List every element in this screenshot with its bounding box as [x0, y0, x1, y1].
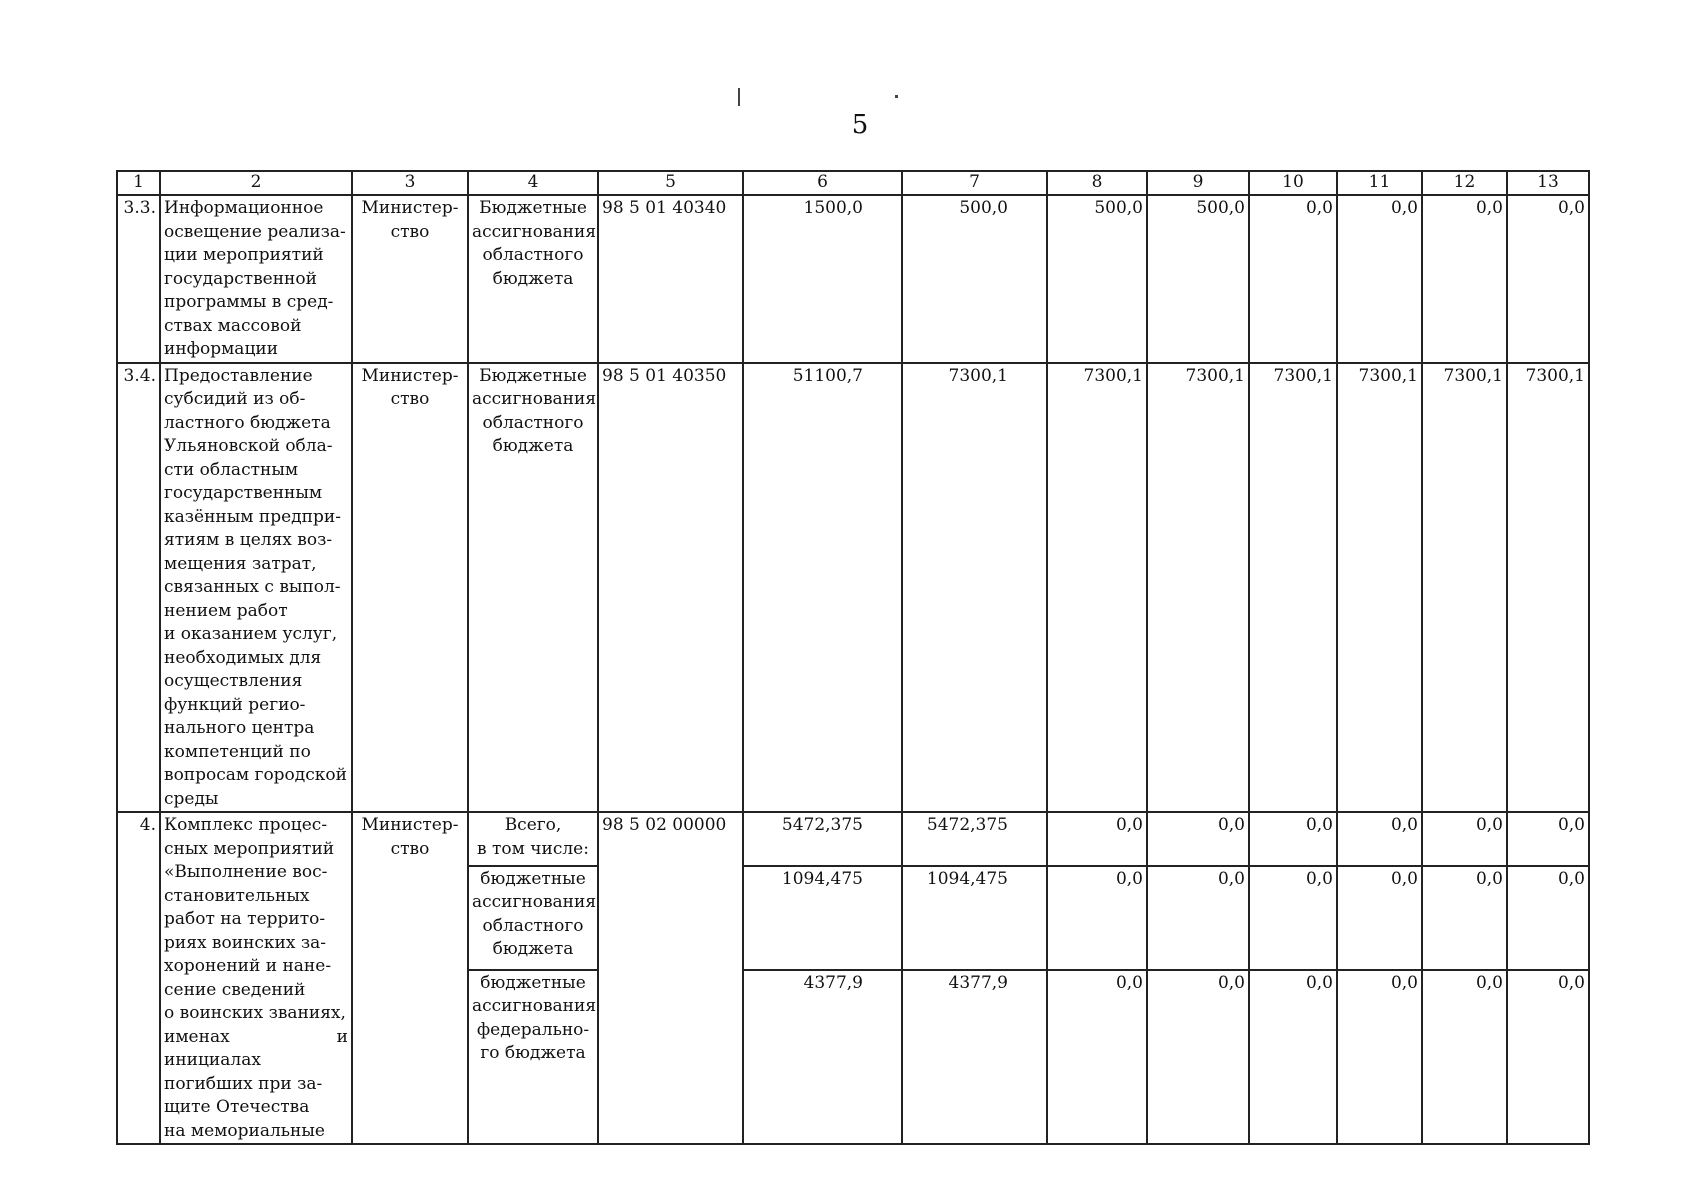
value-cell: 0,0 — [1507, 970, 1589, 1144]
header-row — [117, 171, 1589, 195]
column-header: 6 — [743, 171, 902, 195]
activity-name-line: о воинских званиях, — [164, 1003, 346, 1023]
funding-source-line: Бюджетные — [479, 198, 587, 218]
activity-name-line: «Выполнение вос- — [164, 862, 328, 882]
value-cell: 0,0 — [1249, 195, 1337, 363]
value-cell: 0,0 — [1507, 812, 1589, 866]
activity-name-line: работ на террито- — [164, 909, 326, 929]
activity-name-line: сение сведений — [164, 979, 306, 1000]
executor-line: ство — [390, 221, 430, 242]
activity-name-line: сных мероприятий — [164, 838, 335, 859]
activity-name-line: вопросам городской — [164, 765, 347, 785]
value-cell: 0,0 — [1422, 970, 1507, 1144]
funding-source-line: бюджета — [492, 436, 574, 456]
value-cell: 0,0 — [1249, 866, 1337, 970]
activity-name-line: государственным — [164, 483, 323, 503]
value-cell: 7300,1 — [1047, 363, 1147, 813]
value-cell: 0,0 — [1047, 866, 1147, 970]
activity-name-line: необходимых для — [164, 647, 322, 668]
table-row — [117, 812, 1589, 866]
activity-name-line: нением работ — [164, 600, 288, 621]
value-cell: 5472,375 — [902, 812, 1047, 866]
funding-source-line: ассигнования — [472, 221, 597, 242]
value-cell: 0,0 — [1422, 866, 1507, 970]
activity-name-line: хоронений и нане- — [164, 956, 332, 976]
activity-name-line: компетенций по — [164, 741, 311, 762]
activity-name-line: погибших при за- — [164, 1073, 323, 1094]
activity-name-line: казённым предпри- — [164, 506, 341, 527]
funding-source-line: областного — [482, 412, 584, 433]
funding-source-line: областного — [482, 245, 584, 265]
activity-name-line: мещения затрат, — [164, 553, 317, 574]
funding-source-line: бюджетные — [480, 868, 586, 889]
funding-source-line: бюджета — [492, 268, 574, 289]
budget-table — [116, 170, 1590, 1145]
activity-name-line: риях воинских за- — [164, 932, 327, 953]
value-cell: 7300,1 — [1507, 363, 1589, 813]
value-cell: 0,0 — [1147, 970, 1249, 1144]
activity-name-line: щите Отечества — [164, 1097, 310, 1117]
activity-name-line: сти областным — [164, 459, 299, 480]
activity-name-line: государственной — [164, 268, 317, 289]
activity-name-line: функций регио- — [164, 694, 306, 715]
funding-source-line: ассигнования — [472, 389, 597, 409]
activity-name-line: нального центра — [164, 718, 315, 738]
value-cell: 5472,375 — [743, 812, 902, 866]
activity-name-line: связанных с выпол- — [164, 577, 341, 597]
value-cell: 0,0 — [1147, 866, 1249, 970]
funding-source — [468, 866, 598, 970]
value-cell: 0,0 — [1507, 195, 1589, 363]
column-header: 1 — [117, 171, 160, 195]
row-number: 4. — [117, 812, 160, 1144]
column-header: 9 — [1147, 171, 1249, 195]
column-header: 2 — [160, 171, 352, 195]
activity-name-line: на мемориальные — [164, 1120, 325, 1141]
value-cell: 0,0 — [1047, 970, 1147, 1144]
funding-source-line: Всего, — [504, 815, 562, 835]
activity-name-line: Информационное — [164, 198, 324, 218]
activity-name-line: именах и инициалах — [164, 1026, 348, 1070]
executor — [352, 812, 468, 1144]
budget-code: 98 5 01 40340 — [598, 195, 743, 363]
column-header: 8 — [1047, 171, 1147, 195]
funding-source-line: в том числе: — [477, 838, 589, 859]
funding-source-line: областного — [482, 915, 584, 936]
funding-source-line: ассигнования — [472, 996, 597, 1017]
value-cell: 0,0 — [1422, 195, 1507, 363]
column-header: 3 — [352, 171, 468, 195]
value-cell: 4377,9 — [902, 970, 1047, 1144]
value-cell: 4377,9 — [743, 970, 902, 1144]
funding-source-line: федерально- — [476, 1019, 590, 1040]
value-cell: 0,0 — [1422, 812, 1507, 866]
funding-source-line: го бюджета — [480, 1043, 586, 1064]
column-header: 5 — [598, 171, 743, 195]
funding-source — [468, 363, 598, 813]
executor — [352, 195, 468, 363]
value-cell: 500,0 — [1147, 195, 1249, 363]
column-header: 4 — [468, 171, 598, 195]
activity-name-line: освещение реализа- — [164, 221, 346, 242]
value-cell: 1500,0 — [743, 195, 902, 363]
activity-name-line: среды — [164, 788, 219, 809]
column-header: 11 — [1337, 171, 1422, 195]
funding-source — [468, 970, 598, 1144]
activity-name-line: и оказанием услуг, — [164, 624, 338, 644]
row-number: 3.3. — [117, 195, 160, 363]
executor-line: Министер- — [361, 198, 459, 218]
value-cell: 51100,7 — [743, 363, 902, 813]
value-cell: 7300,1 — [1422, 363, 1507, 813]
value-cell: 0,0 — [1249, 812, 1337, 866]
value-cell: 0,0 — [1337, 866, 1422, 970]
activity-name — [160, 812, 352, 1144]
activity-name-line: Комплекс процес- — [164, 815, 328, 835]
column-header: 13 — [1507, 171, 1589, 195]
budget-code: 98 5 02 00000 — [598, 812, 743, 1144]
value-cell: 0,0 — [1249, 970, 1337, 1144]
activity-name-line: становительных — [164, 885, 310, 906]
executor — [352, 363, 468, 813]
value-cell: 7300,1 — [1147, 363, 1249, 813]
value-cell: 7300,1 — [902, 363, 1047, 813]
value-cell: 0,0 — [1047, 812, 1147, 866]
value-cell: 500,0 — [1047, 195, 1147, 363]
funding-source-line: Бюджетные — [479, 365, 587, 386]
value-cell: 0,0 — [1507, 866, 1589, 970]
page-number: 5 — [851, 110, 869, 140]
activity-name-line: ластного бюджета — [164, 412, 331, 433]
activity-name-line: ции мероприятий — [164, 245, 324, 265]
scan-speck — [738, 88, 740, 106]
activity-name — [160, 195, 352, 363]
funding-source-line: бюджета — [492, 939, 574, 960]
table-row — [117, 363, 1589, 813]
value-cell: 500,0 — [902, 195, 1047, 363]
activity-name-line: информации — [164, 339, 279, 359]
activity-name-line: Ульяновской обла- — [164, 436, 333, 456]
value-cell: 1094,475 — [743, 866, 902, 970]
activity-name-line: субсидий из об- — [164, 389, 306, 409]
funding-source — [468, 812, 598, 866]
value-cell: 0,0 — [1337, 970, 1422, 1144]
activity-name-line: программы в сред- — [164, 292, 334, 312]
funding-source-line: ассигнования — [472, 892, 597, 913]
column-header: 7 — [902, 171, 1047, 195]
value-cell: 7300,1 — [1249, 363, 1337, 813]
executor-line: ство — [390, 838, 430, 859]
executor-line: Министер- — [361, 815, 459, 835]
value-cell: 7300,1 — [1337, 363, 1422, 813]
value-cell: 1094,475 — [902, 866, 1047, 970]
activity-name-line: ятиям в целях воз- — [164, 530, 333, 550]
activity-name — [160, 363, 352, 813]
value-cell: 0,0 — [1337, 812, 1422, 866]
activity-name-line: ствах массовой — [164, 315, 302, 336]
funding-source — [468, 195, 598, 363]
activity-name-line: Предоставление — [164, 365, 313, 386]
value-cell: 0,0 — [1147, 812, 1249, 866]
executor-line: ство — [390, 389, 430, 409]
value-cell: 0,0 — [1337, 195, 1422, 363]
activity-name-line: осуществления — [164, 671, 303, 691]
column-header: 10 — [1249, 171, 1337, 195]
executor-line: Министер- — [361, 365, 459, 386]
scan-speck — [895, 95, 898, 98]
column-header: 12 — [1422, 171, 1507, 195]
row-number: 3.4. — [117, 363, 160, 813]
table-row — [117, 195, 1589, 363]
budget-code: 98 5 01 40350 — [598, 363, 743, 813]
funding-source-line: бюджетные — [480, 972, 586, 993]
